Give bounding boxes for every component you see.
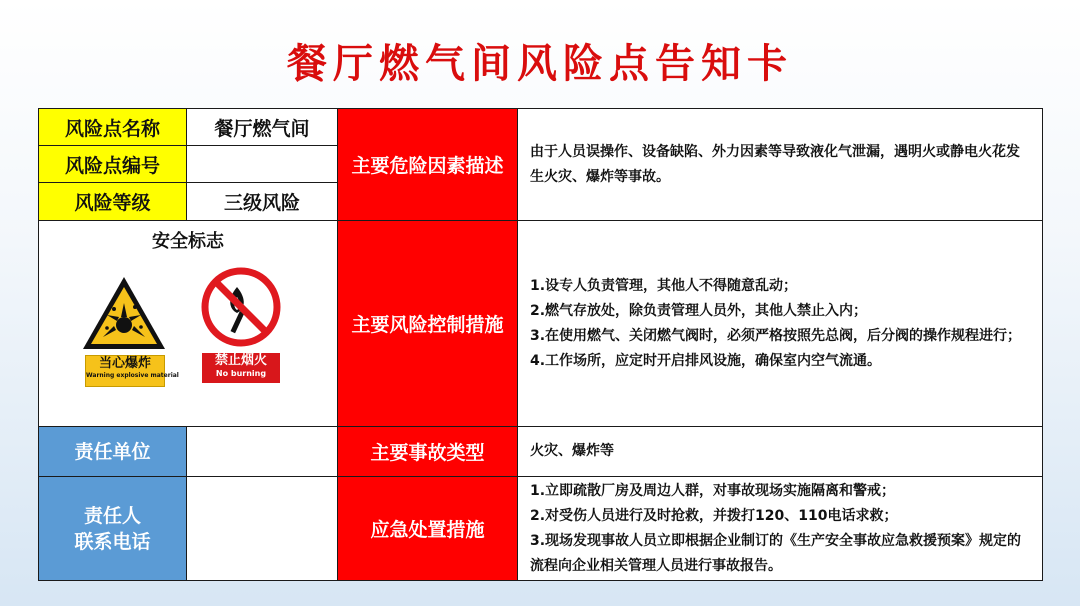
no-burning-sign-label — [202, 353, 280, 383]
control-measures — [518, 221, 1043, 427]
explosion-warning-sign — [79, 273, 179, 393]
control-item: 3.在使用燃气、关闭燃气阀时，必须严格按照先总阀，后分阀的操作规程进行； — [530, 327, 1022, 344]
risk-code-value — [187, 146, 338, 183]
explosion-sign-label — [85, 355, 179, 387]
safety-signs-panel — [39, 221, 338, 427]
no-burning-sign — [199, 265, 283, 395]
risk-level-value: 三级风险 — [187, 183, 338, 221]
contact-label — [39, 477, 187, 581]
explosion-sign-cn: 当心爆炸 — [98, 356, 151, 371]
contact-value — [187, 477, 338, 581]
risk-name-value: 餐厅燃气间 — [187, 109, 338, 146]
no-burning-sign-en: No burning — [215, 369, 267, 378]
control-item: 1.设专人负责管理，其他人不得随意乱动； — [530, 277, 798, 294]
control-item: 2.燃气存放处，除负责管理人员外，其他人禁止入内； — [530, 302, 868, 319]
explosion-warning-icon — [79, 273, 169, 353]
risk-code-label: 风险点编号 — [39, 146, 187, 183]
no-burning-sign-cn: 禁止烟火 — [214, 353, 267, 368]
card-title: 餐厅燃气间风险点告知卡 — [287, 41, 793, 87]
responsible-unit-value — [187, 427, 338, 477]
no-fire-icon — [199, 265, 283, 349]
safety-signs-title: 安全标志 — [152, 231, 224, 252]
hazard-label: 主要危险因素描述 — [338, 109, 518, 221]
control-label: 主要风险控制措施 — [338, 221, 518, 427]
emergency-label: 应急处置措施 — [338, 477, 518, 581]
explosion-sign-en: Warning explosive material — [86, 372, 179, 379]
risk-level-label: 风险等级 — [39, 183, 187, 221]
emergency-measures — [518, 477, 1043, 581]
accident-type-label: 主要事故类型 — [338, 427, 518, 477]
control-item: 4.工作场所，应定时开启排风设施，确保室内空气流通。 — [530, 352, 882, 369]
emergency-item: 3.现场发现事故人员立即根据企业制订的《生产安全事故应急救援预案》规定的流程向企业相关管理人员进行事故报告。 — [530, 532, 1022, 574]
risk-name-label: 风险点名称 — [39, 109, 187, 146]
contact-label-line1: 责任人 — [83, 504, 141, 527]
contact-label-line2: 联系电话 — [74, 530, 151, 553]
emergency-item: 1.立即疏散厂房及周边人群，对事故现场实施隔离和警戒； — [530, 482, 896, 499]
hazard-text: 由于人员误操作、设备缺陷、外力因素等导致液化气泄漏，遇明火或静电火花发生火灾、爆炸等事故。 — [518, 109, 1043, 221]
responsible-unit-label: 责任单位 — [39, 427, 187, 477]
emergency-item: 2.对受伤人员进行及时抢救，并拨打120、110电话求救； — [530, 507, 898, 524]
accident-type-value: 火灾、爆炸等 — [518, 427, 1043, 477]
risk-card-table — [38, 108, 1043, 581]
